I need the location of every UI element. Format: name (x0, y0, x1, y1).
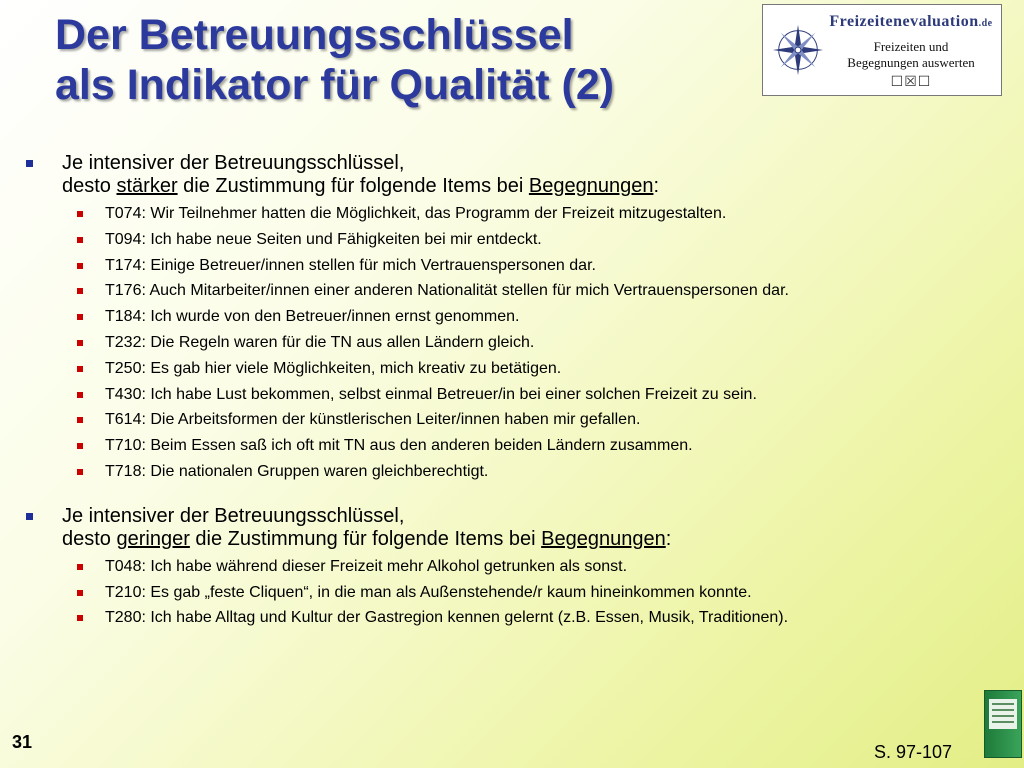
square-bullet-icon (77, 590, 83, 596)
list-item (0, 382, 1024, 408)
square-bullet-icon (77, 340, 83, 346)
item-text: T094: Ich habe neue Seiten und Fähigkeiten bei mir entdeckt. (105, 230, 542, 248)
item-text: T176: Auch Mitarbeiter/innen einer anderen Nationalität stellen für mich Vertrauenspersonen dar. (105, 282, 789, 300)
item-text: T048: Ich habe während dieser Freizeit mehr Alkohol getrunken als sonst. (105, 557, 628, 575)
section2-heading-line1: Je intensiver der Betreuungsschlüssel, (62, 504, 405, 527)
square-bullet-icon (77, 314, 83, 320)
square-bullet-icon (77, 417, 83, 423)
section1-end: : (653, 175, 660, 197)
section1-context: Begegnungen (528, 175, 654, 197)
list-item (0, 356, 1024, 382)
section2-heading-line2 (62, 528, 1024, 551)
slide-title-line2: als Indikator für Qualität (2) (55, 61, 615, 109)
item-text: T614: Die Arbeitsformen der künstlerischen Leiter/innen haben mir gefallen. (105, 411, 641, 429)
item-text: T232: Die Regeln waren für die TN aus allen Ländern gleich. (105, 333, 535, 351)
checkbox-symbols-icon: ☐☒☐ (890, 73, 932, 89)
slide-content (0, 152, 1024, 631)
list-item (0, 407, 1024, 433)
list-item (0, 330, 1024, 356)
section-stronger-agreement (0, 152, 1024, 198)
list-item (0, 433, 1024, 459)
section2-pre: desto (62, 527, 117, 550)
list-item (0, 253, 1024, 279)
section1-key-word: stärker (116, 175, 178, 197)
list-item (0, 605, 1024, 631)
section1-items (0, 201, 1024, 485)
item-text: T718: Die nationalen Gruppen waren gleichberechtigt. (105, 462, 489, 480)
section2-end: : (665, 527, 672, 550)
compass-rose-icon (769, 21, 827, 79)
item-text: T250: Es gab hier viele Möglichkeiten, mich kreativ zu betätigen. (105, 359, 562, 377)
square-bullet-icon (77, 237, 83, 243)
square-bullet-icon (77, 211, 83, 217)
list-item (0, 554, 1024, 580)
list-item (0, 227, 1024, 253)
item-text: T210: Es gab „feste Cliquen“, in die man als Außenstehende/r kaum hineinkommen konnte. (105, 583, 752, 601)
item-text: T174: Einige Betreuer/innen stellen für mich Vertrauenspersonen dar. (105, 256, 596, 274)
main-bullet-icon (26, 160, 33, 167)
list-item (0, 304, 1024, 330)
square-bullet-icon (77, 392, 83, 398)
list-item (0, 580, 1024, 606)
section2-mid: die Zustimmung für folgende Items bei (189, 527, 542, 550)
section1-heading-line1: Je intensiver der Betreuungsschlüssel, (62, 152, 405, 174)
item-text: T430: Ich habe Lust bekommen, selbst einmal Betreuer/in bei einer solchen Freizeit zu sein. (105, 385, 757, 403)
logo-subtitle-line1: Freizeiten und (873, 39, 949, 54)
square-bullet-icon (77, 443, 83, 449)
square-bullet-icon (77, 615, 83, 621)
page-number: 31 (12, 732, 33, 752)
logo-brand-name: Freizeitenevaluation (829, 13, 979, 30)
item-text: T184: Ich wurde von den Betreuer/innen ernst genommen. (105, 308, 520, 326)
slide-title (55, 10, 614, 110)
main-bullet-icon (26, 513, 33, 520)
square-bullet-icon (77, 263, 83, 269)
item-text: T074: Wir Teilnehmer hatten die Möglichkeit, das Programm der Freizeit mitzugestalten. (105, 205, 727, 222)
logo-subtitle-line2: Begegnungen auswerten (847, 55, 975, 70)
item-text: T280: Ich habe Alltag und Kultur der Gastregion kennen gelernt (z.B. Essen, Musik, Traditionen). (105, 609, 789, 627)
item-text: T710: Beim Essen saß ich oft mit TN aus den anderen beiden Ländern zusammen. (105, 437, 693, 455)
square-bullet-icon (77, 564, 83, 570)
slide-title-line1: Der Betreuungsschlüssel (55, 11, 574, 59)
square-bullet-icon (77, 366, 83, 372)
logo-brand (825, 13, 997, 31)
section-lower-agreement (0, 505, 1024, 551)
book-cover-icon (984, 690, 1022, 758)
list-item (0, 201, 1024, 227)
section2-key-word: geringer (116, 527, 190, 550)
section1-pre: desto (62, 175, 117, 197)
freizeitenevaluation-logo (762, 4, 1002, 96)
logo-brand-suffix: .de (978, 18, 993, 29)
list-item (0, 459, 1024, 485)
square-bullet-icon (77, 469, 83, 475)
section2-items (0, 554, 1024, 631)
section2-context: Begegnungen (541, 527, 666, 550)
list-item (0, 278, 1024, 304)
section1-heading-line2 (62, 175, 1024, 198)
square-bullet-icon (77, 288, 83, 294)
section1-mid: die Zustimmung für folgende Items bei (177, 175, 529, 197)
page-reference: S. 97-107 (874, 742, 953, 762)
